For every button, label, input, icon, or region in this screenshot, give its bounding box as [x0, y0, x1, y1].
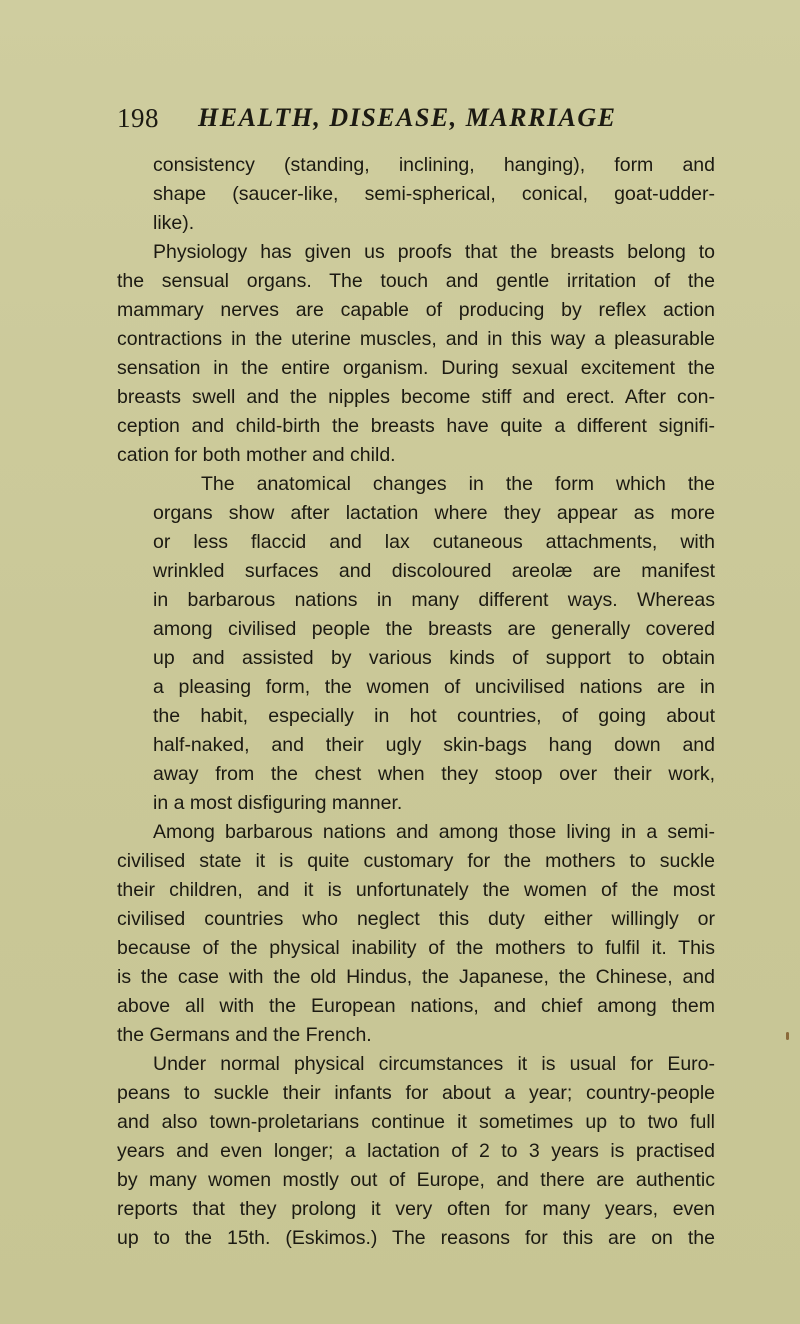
text-line: civilised countries who neglect this duty either willingly or	[117, 908, 715, 930]
paragraph-start-line: Among barbarous nations and among those living in a semi-	[153, 821, 715, 843]
paragraph-start-line: The anatomical changes in the form which the	[201, 473, 715, 495]
text-line: up and assisted by various kinds of support to obtain	[153, 647, 715, 669]
text-line: contractions in the uterine muscles, and in this way a pleasurable	[117, 328, 715, 350]
text-line: years and even longer; a lactation of 2 to 3 years is practised	[117, 1140, 715, 1162]
text-line: because of the physical inability of the mothers to fulfil it. This	[117, 937, 715, 959]
text-line: up to the 15th. (Eskimos.) The reasons for this are on the	[117, 1227, 715, 1249]
page-number: 198	[117, 103, 159, 133]
text-line: a pleasing form, the women of uncivilised nations are in	[153, 676, 715, 698]
text-line: organs show after lactation where they appear as more	[153, 502, 715, 524]
paragraph-start-line: Physiology has given us proofs that the breasts belong to	[153, 241, 715, 263]
text-line: shape (saucer-like, semi-spherical, conical, goat-udder-	[153, 183, 715, 205]
text-line: above all with the European nations, and chief among them	[117, 995, 715, 1017]
text-line: civilised state it is quite customary for the mothers to suckle	[117, 850, 715, 872]
text-line: the sensual organs. The touch and gentle irritation of the	[117, 270, 715, 292]
paragraph-start-line: Under normal physical circumstances it is usual for Euro-	[153, 1053, 715, 1075]
text-line: consistency (standing, inclining, hanging), form and	[153, 154, 715, 176]
text-line: is the case with the old Hindus, the Japanese, the Chinese, and	[117, 966, 715, 988]
text-line: ception and child-birth the breasts have quite a different signifi-	[117, 415, 715, 437]
text-line: peans to suckle their infants for about a year; country-people	[117, 1082, 715, 1104]
running-title: HEALTH, DISEASE, MARRIAGE	[198, 103, 617, 132]
text-line: the Germans and the French.	[117, 1024, 372, 1046]
text-line: cation for both mother and child.	[117, 444, 396, 466]
text-line: in a most disfiguring manner.	[153, 792, 403, 814]
page-header	[117, 100, 717, 136]
text-line: or less flaccid and lax cutaneous attachments, with	[153, 531, 715, 553]
text-line: their children, and it is unfortunately the women of the most	[117, 879, 715, 901]
text-line: mammary nerves are capable of producing by reflex action	[117, 299, 715, 321]
text-line: by many women mostly out of Europe, and there are authentic	[117, 1169, 715, 1191]
text-line: and also town-proletarians continue it sometimes up to two full	[117, 1111, 715, 1133]
text-line: away from the chest when they stoop over their work,	[153, 763, 715, 785]
text-line: half-naked, and their ugly skin-bags hang down and	[153, 734, 715, 756]
text-line: reports that they prolong it very often for many years, even	[117, 1198, 715, 1220]
text-line: the habit, especially in hot countries, of going about	[153, 705, 715, 727]
text-line: among civilised people the breasts are generally covered	[153, 618, 715, 640]
text-line: breasts swell and the nipples become stiff and erect. After con-	[117, 386, 715, 408]
text-line: sensation in the entire organism. During sexual excitement the	[117, 357, 715, 379]
text-line: like).	[153, 212, 195, 234]
text-line: wrinkled surfaces and discoloured areolæ are manifest	[153, 560, 715, 582]
text-line: in barbarous nations in many different ways. Whereas	[153, 589, 715, 611]
page-edge-mark	[786, 1032, 789, 1040]
